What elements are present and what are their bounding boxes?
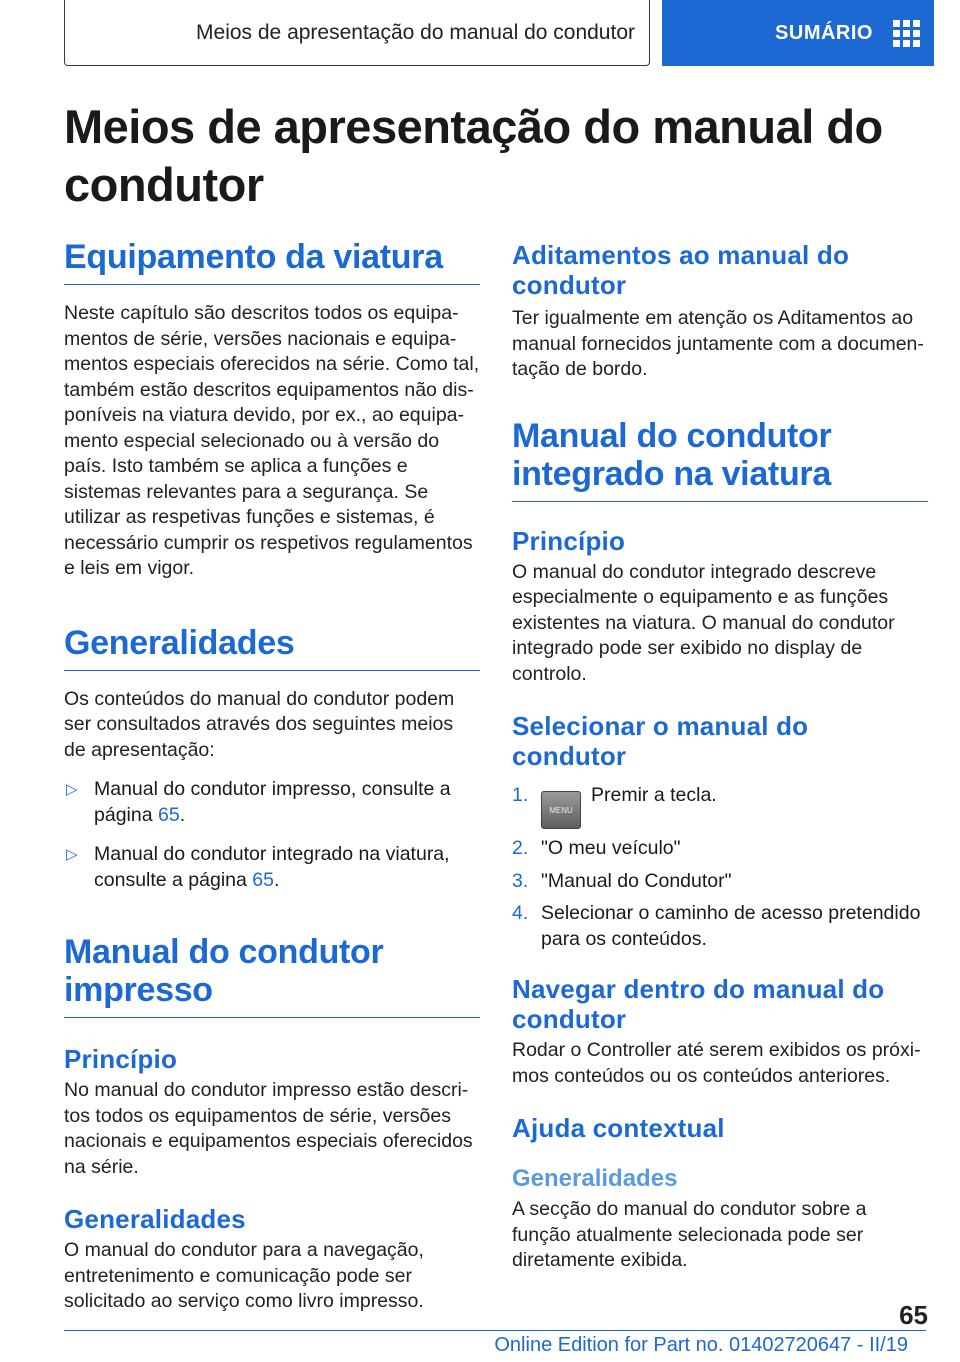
page-title: Meios de apresentação do manual do condutor [64, 100, 883, 211]
heading-integrated-manual: Manual do condutor integrado na viatura [512, 417, 928, 502]
header-section-tab [64, 0, 650, 66]
heading-equipment: Equipamento da viatura [64, 238, 480, 285]
left-column [64, 238, 480, 1315]
printed-principle-body: No manual do condutor impresso estão descritos todos os equipamentos de série, versões nacionais e equipamentos especiais oferecidos na série. [64, 1079, 473, 1178]
heading-context-help: Ajuda contextual [512, 1113, 725, 1143]
integrated-principle-body: O manual do condutor integrado descreve especialmente o equipamento e as funções existentes na viatura. O manual do condutor integrado pode ser exibido no display de controlo. [512, 560, 895, 685]
general-body: Os conteúdos do manual do condutor podem ser consultados através dos seguintes meios de apresentação: [64, 687, 455, 761]
heading-principle: Princípio [512, 525, 626, 556]
addenda-body: Ter igualmente em atenção os Aditamentos ao manual fornecidos juntamente com a documentação de bordo. [512, 307, 924, 380]
navigate-body: Rodar o Controller até serem exibidos os próximos conteúdos ou os conteúdos anteriores. [512, 1039, 921, 1087]
heading-printed-general: Generalidades [64, 1204, 246, 1234]
page-number: 65 [899, 1300, 928, 1330]
bullet-triangle-icon: ▷ [66, 846, 78, 863]
heading-navigate: Navegar dentro do manual do condutor [512, 974, 885, 1034]
heading-general: Generalidades [64, 624, 480, 671]
right-column [512, 240, 928, 1274]
footer-edition: Online Edition for Part no. 01402720647 - II/19 [494, 1334, 908, 1356]
heading-principle: Princípio [64, 1044, 178, 1074]
page-link[interactable]: 65 [157, 803, 180, 826]
menu-button-icon: MENU [541, 791, 581, 829]
equipment-body: Neste capítulo são descritos todos os equipamentos de série, versões nacionais e equipamentos especiais oferecidos na série. Como tal, também estão descritos equipamentos não disponíveis na viatura devido, por ex., ao equipamento especial selecionado ou à versão do país. Isto também se aplica a funções e sistemas relevantes para a segurança. Se utilizar as respetivas funções e sistemas, é necessário cumprir os respetivos regulamentos e leis em vigor. [64, 302, 480, 579]
media-list [64, 777, 480, 893]
list-item: ▷ Manual do condutor integrado na viatura, consulte a página 65. [66, 843, 450, 891]
list-item: 2. "O meu veículo" [512, 837, 681, 859]
list-item: 4. Selecionar o caminho de acesso pretendido para os conteúdos. [512, 902, 921, 950]
header-section-title: Meios de apresentação do manual do condutor [196, 20, 635, 44]
list-item: ▷ Manual do condutor impresso, consulte a página 65. [66, 778, 451, 826]
steps-list [512, 783, 928, 952]
footer-divider [64, 1330, 926, 1331]
page-link[interactable]: 65 [252, 868, 274, 891]
toc-label: SUMÁRIO [775, 21, 873, 44]
printed-general-body: O manual do condutor para a navegação, entretenimento e comunicação pode ser solicitado ao serviço como livro impresso. [64, 1239, 424, 1312]
heading-printed-manual: Manual do condutor impresso [64, 933, 480, 1018]
toc-button[interactable] [662, 0, 934, 66]
list-item: 1. MENUPremir a tecla. [512, 783, 928, 829]
bullet-triangle-icon: ▷ [66, 781, 78, 798]
heading-select-manual: Selecionar o manual do condutor [512, 711, 809, 771]
help-body: A secção do manual do condutor sobre a função atualmente selecionada pode ser diretamente exibida. [512, 1198, 867, 1271]
list-item: 3. "Manual do Condutor" [512, 869, 732, 892]
heading-addenda: Aditamentos ao manual do condutor [512, 240, 850, 300]
grid-icon [893, 20, 920, 47]
heading-help-general: Generalidades [512, 1165, 678, 1192]
